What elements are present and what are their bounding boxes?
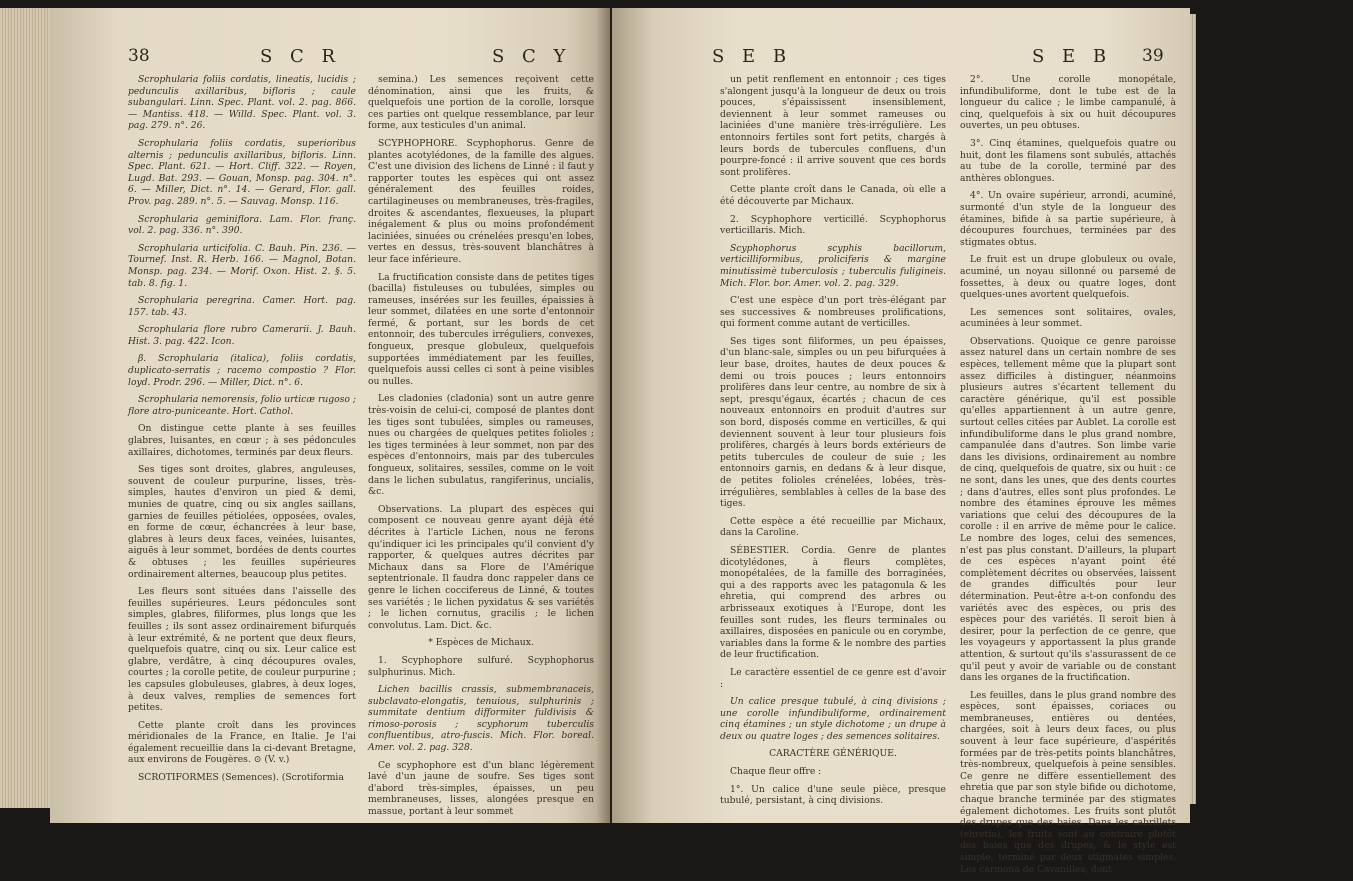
paragraph: SÉBESTIER. Cordia. Genre de plantes dicotylédones, à fleurs complètes, monopétalées, de la famille des borraginées, qui a des rapports avec les patagonula & les ehretia, qui comprend des arbres ou arbrisseaux exotiques à l'Europe, dont les feuilles sont rudes, les fleurs terminales ou axillaires, disposées en panicule ou en corymbe, variables dans la forme & le nombre des parties de leur fructification.	[720, 544, 946, 661]
paragraph: Ses tiges sont filiformes, un peu épaisses, d'un blanc-sale, simples ou un peu bifurquées à leur base, droites, hautes de deux pouces & demi ou trois pouces ; leurs entonnoirs prolifères dans leur centre, au nombre de six à sept, presqu'égaux, écartés ; chacun de ces nouveaux entonnoirs en produit d'autres sur son bord, disposés comme en verticilles, & qui deviennent souvent à leur tour plusieurs fois prolifères, chargés à leurs bords extérieurs de petits tubercules de couleur de suie ; les entonnoirs garnis, en dedans & à leur disque, de petites folioles crénelées, lobées, très-irrégulières, semblables à celles de la base des tiges.	[720, 335, 946, 510]
paragraph: * Espèces de Michaux.	[428, 637, 534, 649]
page-edges-right	[1190, 14, 1196, 804]
paragraph: 2. Scyphophore verticillé. Scyphophorus verticillaris. Mich.	[720, 213, 946, 237]
paragraph: On distingue cette plante à ses feuilles glabres, luisantes, en cœur ; à ses pédoncules axillaires, dichotomes, terminés par deux fleurs.	[128, 423, 356, 458]
paragraph: 3°. Cinq étamines, quelquefois quatre ou huit, dont les filamens sont subulés, attachés au tube de la corolle, terminé par des anthères oblongues.	[960, 137, 1176, 184]
paragraph: Scrophularia peregrina. Camer. Hort. pag. 157. tab. 43.	[128, 295, 356, 318]
paragraph: Un calice presque tubulé, à cinq divisions ; une corolle infundibuliforme, ordinairement cinq étamines ; un style dichotome ; un drupe à deux ou quatre loges ; des semences solitaires.	[720, 696, 946, 742]
right-page-number: 39	[1142, 46, 1164, 66]
paragraph: β. Scrophularia (italica), foliis cordatis, duplicato-serratis ; racemo compostio ? Flor. loyd. Prodr. 296. — Miller, Dict. n°. 6.	[128, 353, 356, 388]
left-header-left: S C R	[260, 46, 342, 67]
paragraph: Scrophularia geminiflora. Lam. Flor. franç. vol. 2. pag. 336. n°. 390.	[128, 213, 356, 237]
paragraph: La fructification consiste dans de petites tiges (bacilla) fistuleuses ou tubulées, simples ou rameuses, insérées sur les feuilles, épaissies à leur sommet, dilatées en une sorte d'entonnoir fermé, & portant, sur les bords de cet entonnoir, des tubercules irréguliers, convexes, fongueux, presque globuleux, quelquefois supportées immédiatement par les feuilles, quelquefois aussi celles ci sont à peine visibles ou nulles.	[368, 271, 594, 387]
paragraph: Scrophularia foliis cordatis, lineatis, lucidis ; pedunculis axillaribus, bifloris ; caule subangulari. Linn. Spec. Plant. vol. 2. pag. 866. — Mantiss. 418. — Willd. Spec. Plant. vol. 3. pag. 279. n°. 26.	[128, 74, 356, 132]
page-edges-left	[0, 8, 52, 808]
paragraph: Ses tiges sont droites, glabres, anguleuses, souvent de couleur purpurine, lisses, très-simples, hautes d'environ un pied & demi, munies de quatre, cinq ou six angles saillans, garnies de feuilles pétiolées, opposées, ovales, en forme de cœur, échancrées à leur base, glabres à leurs deux faces, veinées, luisantes, aiguës à leur sommet, bordées de dents courtes & obtuses ; les feuilles supérieures ordinairement alternes, beaucoup plus petites.	[128, 464, 356, 580]
paragraph: Chaque fleur offre :	[730, 766, 822, 778]
left-page-number: 38	[128, 46, 150, 66]
paragraph: semina.) Les semences reçoivent cette dénomination, ainsi que les fruits, & quelquefois une portion de la corolle, lorsque ces parties ont quelque ressemblance, par leur forme, aux testicules d'un animal.	[368, 74, 594, 132]
open-book	[100, 8, 1290, 875]
paragraph: SCROTIFORMES (Semences). (Scrotiformia	[138, 772, 344, 784]
paragraph: 2°. Une corolle monopétale, infundibuliforme, dont le tube est de la longueur du calice ; le limbe campanulé, à cinq, quelquefois à six ou huit découpures ouvertes, un peu obtuses.	[960, 74, 1176, 132]
paragraph: Le fruit est un drupe globuleux ou ovale, acuminé, un noyau sillonné ou parsemé de fossettes, à deux ou quatre loges, dont quelques-unes avortent quelquefois.	[960, 254, 1176, 301]
paragraph: Cette plante croît dans le Canada, où elle a été découverte par Michaux.	[720, 184, 946, 207]
right-column-2	[960, 74, 1176, 881]
left-column-2	[368, 74, 594, 824]
left-page	[50, 8, 610, 823]
paragraph: Observations. La plupart des espèces qui composent ce nouveau genre ayant déjà été décrites à l'article Lichen, nous ne ferons qu'indiquer ici les principales qu'il convient d'y rapporter, & quelques autres décrites par Michaux dans sa Flore de l'Amérique septentrionale. Il faudra donc rappeler dans ce genre le lichen coccifereus de Linné, & toutes ses variétés ; le lichen pyxidatus & ses variétés ; le lichen cornutus, gracilis ; le lichen convolutus. Lam. Dict. &c.	[368, 503, 594, 631]
paragraph: Lichen bacillis crassis, submembranaceis, subclavato-elongatis, tenuious, sulphurinis ; summitate dentium difformiter fuldivisis & rimoso-porosis ; scyphorum tuberculis confluentibus, atro-fuscis. Mich. Flor. boreal. Amer. vol. 2. pag. 328.	[368, 684, 594, 754]
right-header-left: S E B	[712, 46, 793, 67]
paragraph: CARACTÈRE GÉNÉRIQUE.	[769, 748, 897, 760]
right-header-right: S E B	[1032, 46, 1113, 67]
paragraph: 4°. Un ovaire supérieur, arrondi, acuminé, surmonté d'un style de la longueur des étamines, bifide à sa partie supérieure, à découpures fourchues, terminées par des stigmates obtus.	[960, 190, 1176, 248]
paragraph: Cette espèce a été recueillie par Michaux, dans la Caroline.	[720, 515, 946, 539]
paragraph: 1°. Un calice d'une seule pièce, presque tubulé, persistant, à cinq divisions.	[720, 783, 946, 807]
paragraph: Cette plante croît dans les provinces méridionales de la France, en Italie. Je l'ai également recueillie dans la ci-devant Bretagne, aux environs de Fougères. ⊙ (V. v.)	[128, 719, 356, 766]
paragraph: Scyphophorus scyphis bacillorum, verticilliformibus, proliciferis & margine minutissimè tuberculosis ; tuberculis fuligineis. Mich. Flor. bor. Amer. vol. 2. pag. 329.	[720, 242, 946, 289]
paragraph: Les semences sont solitaires, ovales, acuminées à leur sommet.	[960, 306, 1176, 330]
paragraph: Ce scyphophore est d'un blanc légèrement lavé d'un jaune de soufre. Ses tiges sont d'abord très-simples, épaisses, un peu membraneuses, lisses, alongées presque en massue, portant à leur sommet	[368, 759, 594, 818]
paragraph: Le caractère essentiel de ce genre est d'avoir :	[720, 666, 946, 690]
paragraph: Observations. Quoique ce genre paroisse assez naturel dans un certain nombre de ses espèces, tellement même que la plupart sont assez difficiles à distinguer, néanmoins plusieurs autres s'écartent tellement du caractère générique, qu'il est possible qu'elles appartiennent à un autre genre, surtout celles citées par Aublet. La corolle est infundibuliforme dans le plus grand nombre, campanulée dans d'autres. Son limbe varie dans les divisions, ordinairement au nombre de cinq, quelquefois de quatre, six ou huit : ce ne sont, dans les unes, que des dents courtes ; dans d'autres, elles sont plus profondes. Le nombre des étamines éprouve les mêmes variations que celui des découpures de la corolle : il en arrive de même pour le calice. Le nombre des loges, celui des semences, n'est pas plus constant. D'ailleurs, la plupart de ces espèces n'ayant point été complètement décrites ou observées, laissent de grandes difficultés pour leur détermination. Peut-être a-t-on confondu des variétés avec des espèces, ou pris des espèces pour des variétés. Il seroit bien à desirer, pour la perfection de ce genre, que les voyageurs y apportassent la plus grande attention, & surtout qu'ils s'assurassent de ce qu'il peut y avoir de variable ou de constant dans les organes de la fructification.	[960, 335, 1176, 684]
left-column-1	[128, 74, 356, 790]
paragraph: un petit renflement en entonnoir ; ces tiges s'alongent jusqu'à la longueur de deux ou trois pouces, s'épaississent insensiblement, deviennent à leur sommet rameuses ou laciniées d'une manière très-irrégulière. Les entonnoirs fertiles sont fort petits, chargés à leurs bords de tubercules confluens, d'un pourpre-foncé : il arrive souvent que ces bords sont prolifères.	[720, 74, 946, 178]
paragraph: 1. Scyphophore sulfuré. Scyphophorus sulphurinus. Mich.	[368, 654, 594, 678]
paragraph: Les cladonies (cladonia) sont un autre genre très-voisin de celui-ci, composé de plantes dont les tiges sont tubulées, simples ou rameuses, nues ou chargées de quelques petites folioles ; les tiges terminées à leur sommet, non par des espèces d'entonnoirs, mais par des tubercules fongueux, solitaires, sessiles, comme on le voit dans le lichen subulatus, rangiferinus, uncialis, &c.	[368, 393, 594, 498]
paragraph: C'est une espèce d'un port très-élégant par ses successives & nombreuses prolifications, qui forment comme autant de verticilles.	[720, 295, 946, 330]
paragraph: Scrophularia foliis cordatis, superioribus alternis ; pedunculis axillaribus, bifloris. Linn. Spec. Plant. 621. — Hort. Cliff. 322. — Royen, Lugd. Bat. 293. — Gouan, Monsp. pag. 304. n°. 6. — Miller, Dict. n°. 14. — Gerard, Flor. gall. Prov. pag. 289. n°. 5. — Sauvag. Monsp. 116.	[128, 137, 356, 207]
paragraph: Scrophularia nemorensis, folio urticæ rugoso ; flore atro-puniceante. Hort. Cathol.	[128, 394, 356, 417]
right-column-1	[720, 74, 946, 813]
paragraph: Scrophularia flore rubro Camerarii. J. Bauh. Hist. 3. pag. 422. Icon.	[128, 324, 356, 347]
paragraph: Les feuilles, dans le plus grand nombre des espèces, sont épaisses, coriaces ou membraneuses, entières ou dentées, chargées, soit à leurs deux faces, ou plus souvent à leur face supérieure, d'aspérités formées par de très-petits points blanchâtres, très-nombreux, quelquefois à peine sensibles. Ce genre ne diffère essentiellement des ehretia que par son style bifide ou dichotome, chaque branche terminée par des stigmates également dichotomes. Les fruits sont plutôt des drupes que des baies. Dans les cabrillets (ehretia), les fruits sont au contraire plutôt des baies que des drupes, & le style est simple, terminé par deux stigmates simples. Les carmona de Cavanilles, dont	[960, 689, 1176, 875]
paragraph: Les fleurs sont situées dans l'aisselle des feuilles supérieures. Leurs pédoncules sont simples, glabres, filiformes, plus longs que les feuilles ; ils sont assez ordinairement bifurqués à leur extrémité, & ne portent que deux fleurs, quelquefois quatre, cinq ou six. Leur calice est glabre, verdâtre, à cinq découpures ovales, courtes ; la corolle petite, de couleur purpurine ; les capsules globuleuses, glabres, à deux loges, à deux valves, remplies de semences fort petites.	[128, 586, 356, 714]
left-header-right: S C Y	[492, 46, 572, 67]
paragraph: Scrophularia urticifolia. C. Bauh. Pin. 236. — Tournef. Inst. R. Herb. 166. — Magnol, Botan. Monsp. pag. 234. — Morif. Oxon. Hist. 2. §. 5. tab. 8. fig. 1.	[128, 242, 356, 289]
right-page	[612, 8, 1190, 875]
paragraph: SCYPHOPHORE. Scyphophorus. Genre de plantes acotylédones, de la famille des algues. C'est une division des lichens de Linné : il faut y rapporter toutes les espèces qui ont assez généralement des feuilles roides, cartilagineuses ou membraneuses, très-fragiles, droites & ascendantes, flexueuses, la plupart inégalement & plus ou moins profondément laciniées, sinuées ou crénelées presqu'en lobes, vertes en dessus, très-souvent blanchâtres à leur face inférieure.	[368, 137, 594, 265]
